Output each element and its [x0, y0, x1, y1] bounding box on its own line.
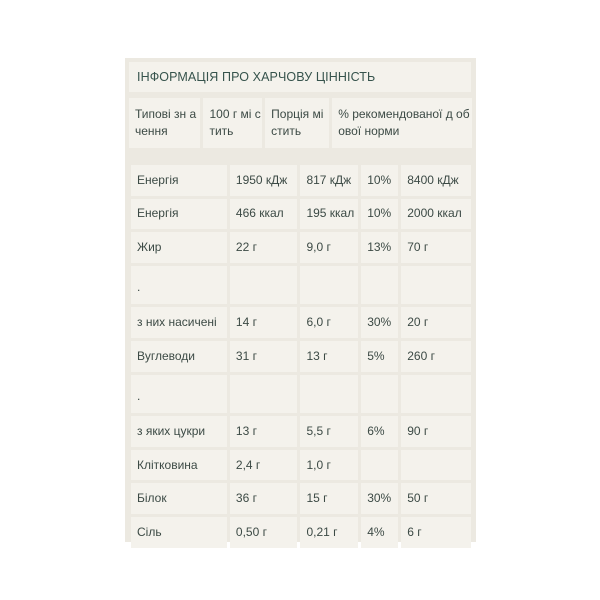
table-row: [131, 307, 471, 338]
value-per-100g: 1950 кДж: [230, 165, 298, 196]
value-per-serving: 195 ккал: [300, 199, 358, 230]
header-reference-intake: % рекомендованої д обової норми: [332, 98, 472, 148]
value-per-serving: 13 г: [300, 341, 358, 372]
value-per-serving: 9,0 г: [300, 232, 358, 263]
header-per-100g: 100 г мі стить: [203, 98, 262, 148]
reference-amount: [401, 375, 471, 414]
table-row: [131, 517, 471, 548]
reference-amount: 6 г: [401, 517, 471, 548]
nutrient-name: з яких цукри: [131, 416, 227, 447]
reference-percent: 30%: [361, 307, 398, 338]
reference-amount: 260 г: [401, 341, 471, 372]
value-per-100g: [230, 266, 298, 305]
reference-percent: [361, 450, 398, 481]
reference-amount: 70 г: [401, 232, 471, 263]
table-row: [131, 450, 471, 481]
reference-percent: 6%: [361, 416, 398, 447]
reference-amount: 20 г: [401, 307, 471, 338]
nutrient-name: з них насичені: [131, 307, 227, 338]
value-per-serving: [300, 375, 358, 414]
reference-percent: 13%: [361, 232, 398, 263]
value-per-100g: 22 г: [230, 232, 298, 263]
value-per-100g: 466 ккал: [230, 199, 298, 230]
reference-percent: 4%: [361, 517, 398, 548]
table-row: [131, 232, 471, 263]
reference-amount: 90 г: [401, 416, 471, 447]
nutrient-name: Білок: [131, 483, 227, 514]
table-row: [131, 165, 471, 196]
value-per-100g: 13 г: [230, 416, 298, 447]
table-row: [131, 199, 471, 230]
value-per-serving: 0,21 г: [300, 517, 358, 548]
reference-percent: 10%: [361, 165, 398, 196]
value-per-serving: 5,5 г: [300, 416, 358, 447]
reference-percent: [361, 375, 398, 414]
reference-percent: 5%: [361, 341, 398, 372]
reference-percent: [361, 266, 398, 305]
nutrient-name: .: [131, 266, 227, 305]
value-per-serving: 6,0 г: [300, 307, 358, 338]
value-per-100g: 2,4 г: [230, 450, 298, 481]
reference-amount: [401, 266, 471, 305]
nutrition-table: [128, 162, 474, 551]
table-caption: ІНФОРМАЦІЯ ПРО ХАРЧОВУ ЦІННІСТЬ: [129, 62, 471, 92]
nutrient-name: Жир: [131, 232, 227, 263]
reference-amount: 2000 ккал: [401, 199, 471, 230]
value-per-100g: 36 г: [230, 483, 298, 514]
table-row: [131, 375, 471, 414]
value-per-100g: 0,50 г: [230, 517, 298, 548]
table-row: [131, 416, 471, 447]
nutrient-name: .: [131, 375, 227, 414]
nutrient-name: Енергія: [131, 165, 227, 196]
value-per-serving: 15 г: [300, 483, 358, 514]
nutrition-header-table: [126, 95, 475, 151]
reference-amount: 8400 кДж: [401, 165, 471, 196]
value-per-100g: 31 г: [230, 341, 298, 372]
value-per-serving: [300, 266, 358, 305]
header-per-serving: Порція мі стить: [265, 98, 329, 148]
table-row: [131, 483, 471, 514]
header-row: [129, 98, 472, 148]
nutrient-name: Вуглеводи: [131, 341, 227, 372]
table-row: [131, 266, 471, 305]
value-per-100g: [230, 375, 298, 414]
nutrient-name: Клітковина: [131, 450, 227, 481]
nutrient-name: Енергія: [131, 199, 227, 230]
reference-percent: 10%: [361, 199, 398, 230]
reference-amount: [401, 450, 471, 481]
value-per-100g: 14 г: [230, 307, 298, 338]
header-typical-values: Типові зн ачення: [129, 98, 200, 148]
reference-percent: 30%: [361, 483, 398, 514]
value-per-serving: 1,0 г: [300, 450, 358, 481]
value-per-serving: 817 кДж: [300, 165, 358, 196]
table-row: [131, 341, 471, 372]
nutrient-name: Сіль: [131, 517, 227, 548]
reference-amount: 50 г: [401, 483, 471, 514]
